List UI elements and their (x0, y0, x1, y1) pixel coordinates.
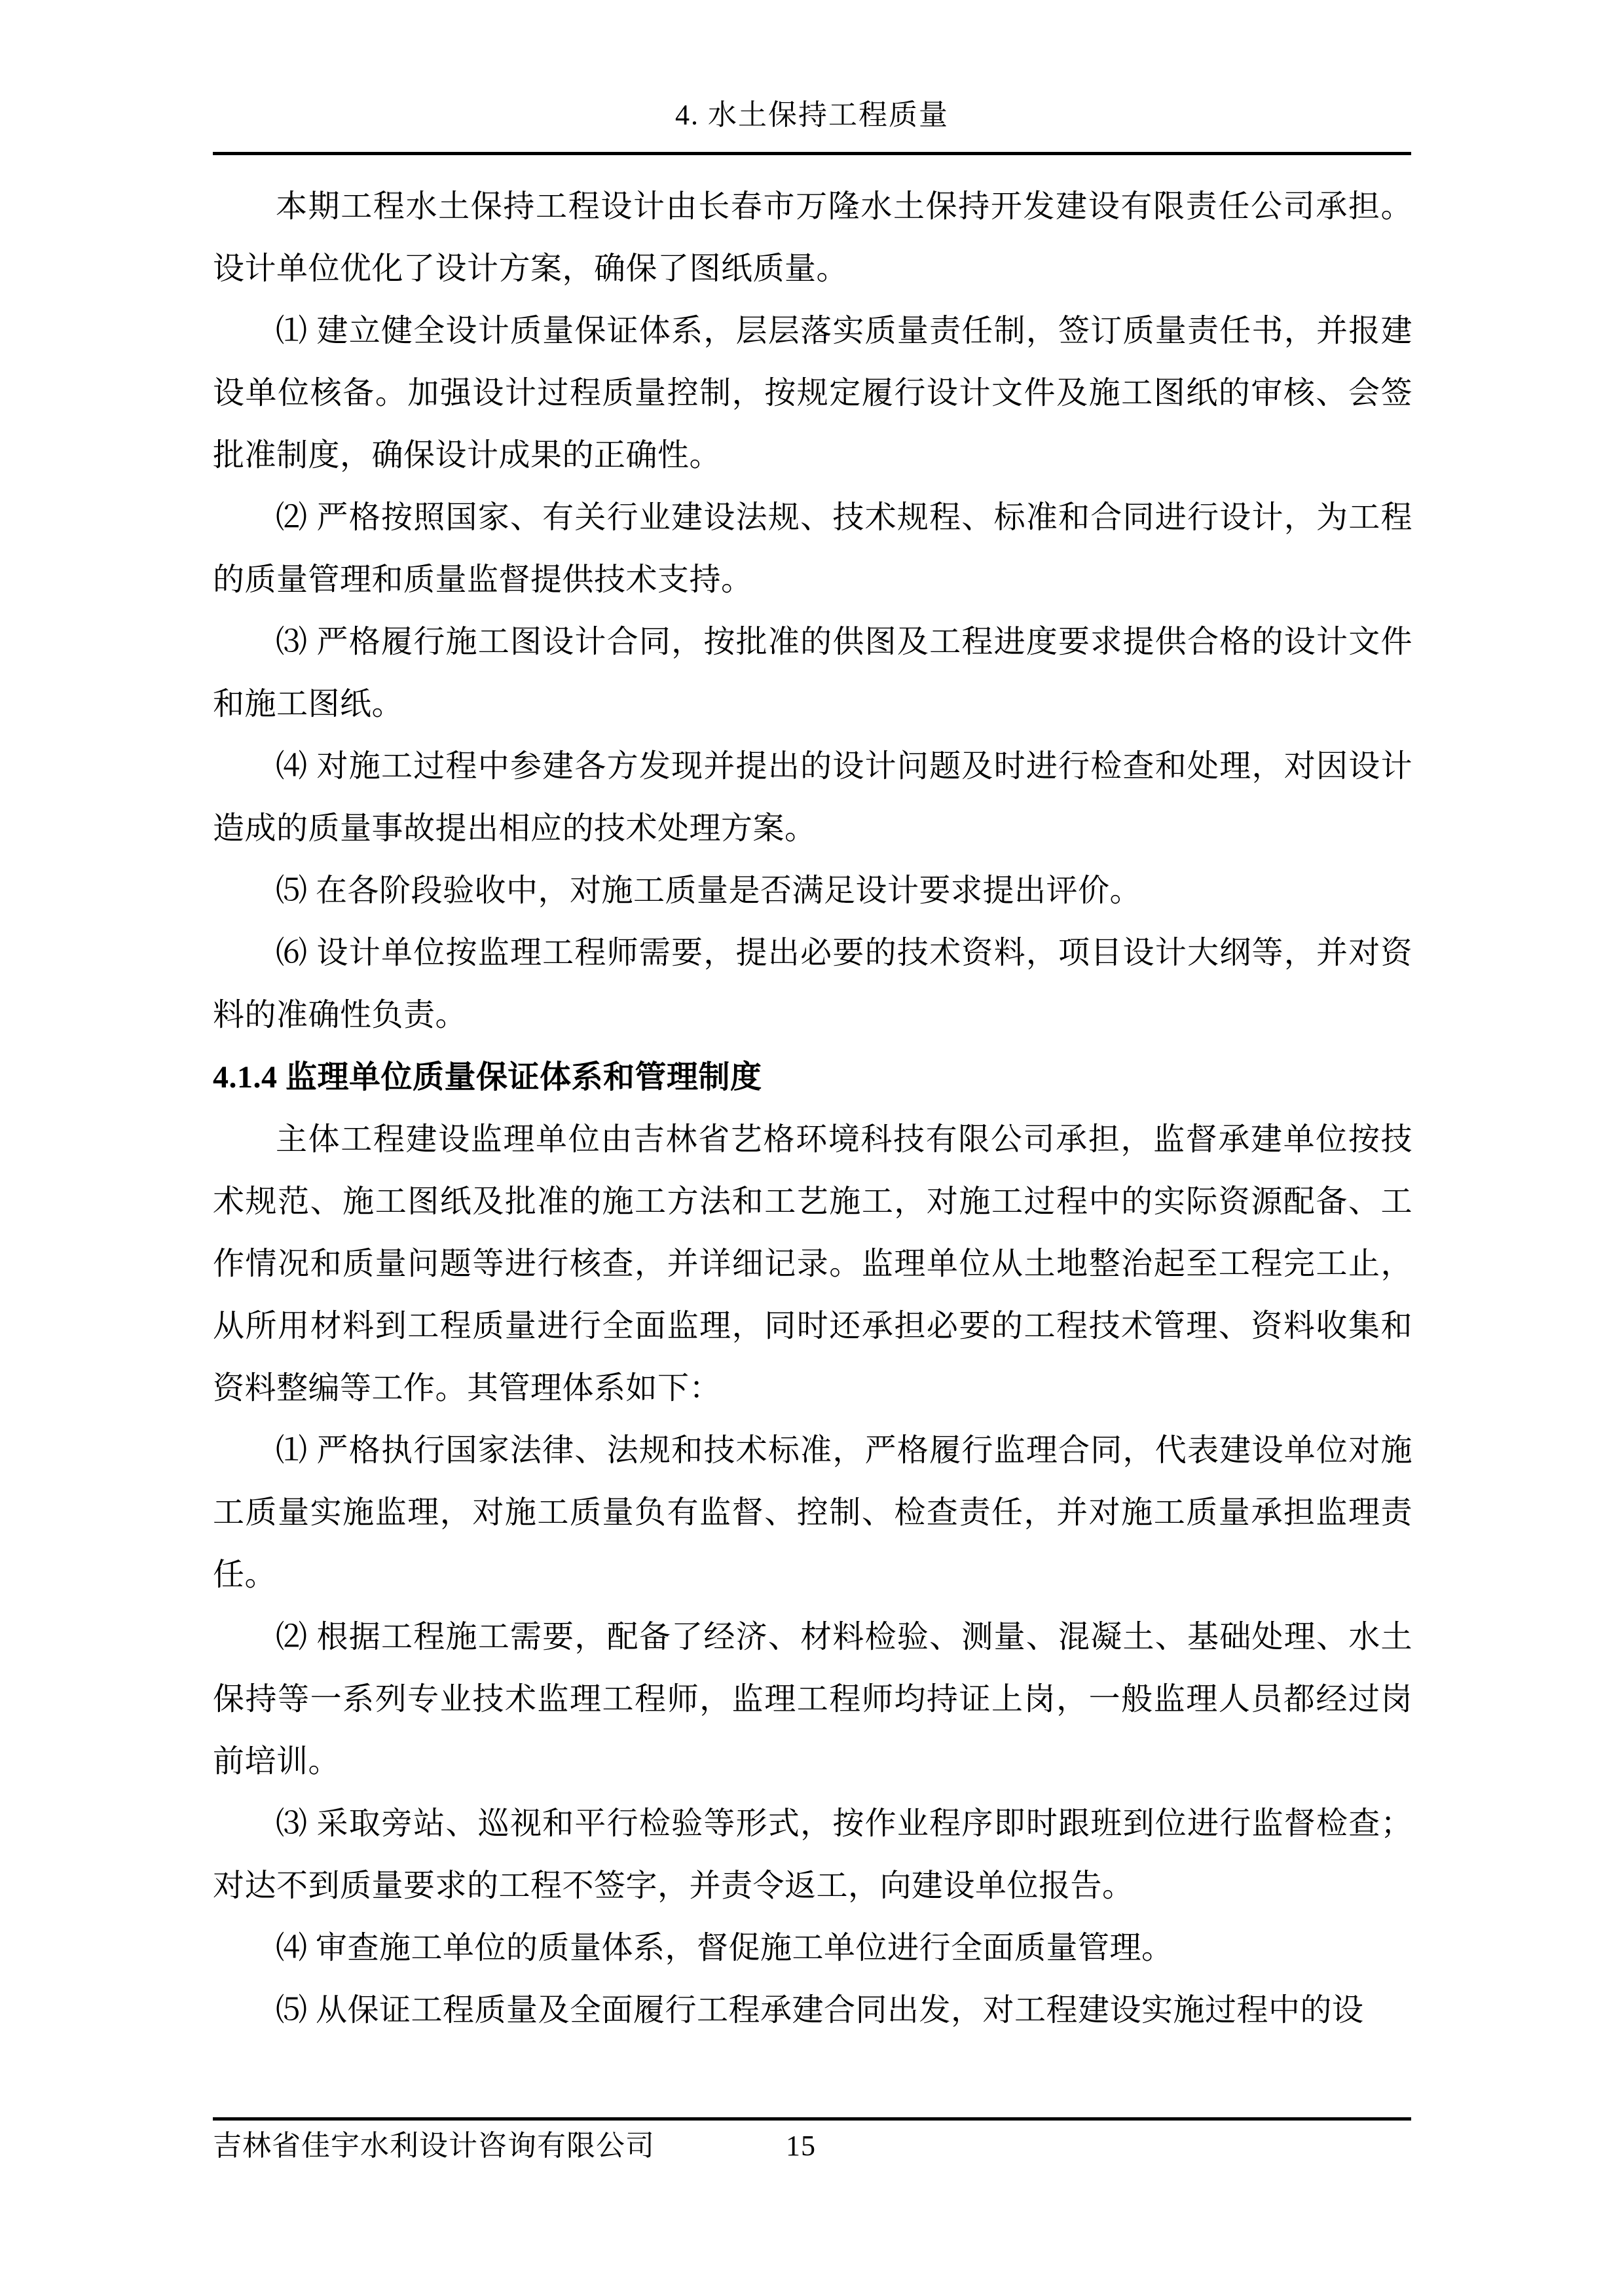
header-divider (213, 152, 1411, 155)
paragraph-supervision-item-4: ⑷ 审查施工单位的质量体系，督促施工单位进行全面质量管理。 (276, 1931, 1173, 1965)
header-title: 4. 水土保持工程质量 (675, 99, 949, 131)
footer-page-number: 15 (786, 2130, 816, 2162)
document-body (213, 175, 1412, 2041)
section-heading-4-1-4: 4.1.4 监理单位质量保证体系和管理制度 (213, 1060, 762, 1095)
paragraph-supervision-item-2: ⑵ 根据工程施工需要，配备了经济、材料检验、测量、混凝土、基础处理、水土保持等一系列专业技术监理工程师，监理工程师均持证上岗，一般监理人员都经过岗前培训。 (213, 1620, 1412, 1779)
paragraph-design-item-6: ⑹ 设计单位按监理工程师需要，提出必要的技术资料，项目设计大纲等，并对资料的准确性负责。 (213, 936, 1412, 1032)
page-footer (213, 2128, 1411, 2164)
paragraph-design-item-2: ⑵ 严格按照国家、有关行业建设法规、技术规程、标准和合同进行设计，为工程的质量管理和质量监督提供技术支持。 (213, 500, 1412, 597)
footer-divider (213, 2117, 1411, 2121)
paragraph-design-item-3: ⑶ 严格履行施工图设计合同，按批准的供图及工程进度要求提供合格的设计文件和施工图纸。 (213, 625, 1412, 721)
paragraph-supervision-item-5: ⑸ 从保证工程质量及全面履行工程承建合同出发，对工程建设实施过程中的设 (276, 1993, 1364, 2028)
paragraph-design-item-5: ⑸ 在各阶段验收中，对施工质量是否满足设计要求提出评价。 (276, 873, 1142, 908)
footer-organization: 吉林省佳宇水利设计咨询有限公司 (213, 2130, 655, 2162)
paragraph-supervision-intro: 主体工程建设监理单位由吉林省艺格环境科技有限公司承担，监督承建单位按技术规范、施工图纸及批准的施工方法和工艺施工，对施工过程中的实际资源配备、工作情况和质量问题等进行核查，并详细记录。监理单位从土地整治起至工程完工止，从所用材料到工程质量进行全面监理，同时还承担必要的工程技术管理、资料收集和资料整编等工作。其管理体系如下： (213, 1122, 1412, 1406)
paragraph-design-item-1: ⑴ 建立健全设计质量保证体系，层层落实质量责任制，签订质量责任书，并报建设单位核备。加强设计过程质量控制，按规定履行设计文件及施工图纸的审核、会签批准制度，确保设计成果的正确性。 (213, 314, 1412, 473)
paragraph-supervision-item-3: ⑶ 采取旁站、巡视和平行检验等形式，按作业程序即时跟班到位进行监督检查；对达不到质量要求的工程不签字，并责令返工，向建设单位报告。 (213, 1806, 1412, 1903)
paragraph-design-item-4: ⑷ 对施工过程中参建各方发现并提出的设计问题及时进行检查和处理，对因设计造成的质量事故提出相应的技术处理方案。 (213, 749, 1412, 846)
paragraph-intro: 本期工程水土保持工程设计由长春市万隆水土保持开发建设有限责任公司承担。设计单位优化了设计方案，确保了图纸质量。 (213, 189, 1412, 286)
paragraph-supervision-item-1: ⑴ 严格执行国家法律、法规和技术标准，严格履行监理合同，代表建设单位对施工质量实施监理，对施工质量负有监督、控制、检查责任，并对施工质量承担监理责任。 (213, 1433, 1412, 1592)
page-header (213, 98, 1411, 133)
